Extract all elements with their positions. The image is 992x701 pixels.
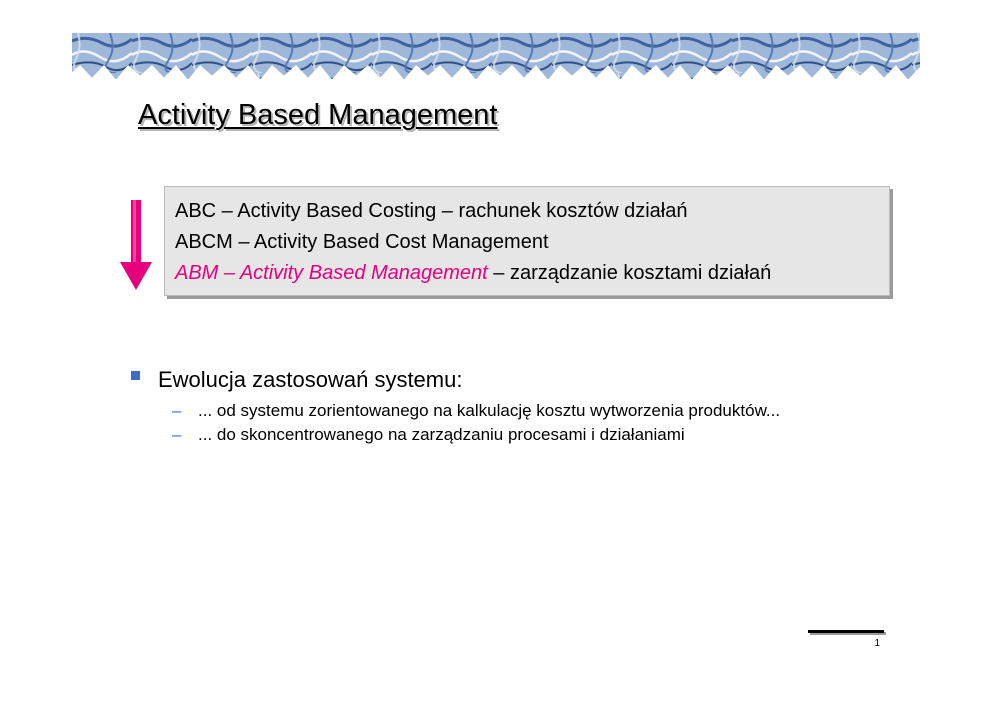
term-abm-highlight: ABM – Activity Based Management [175,262,488,284]
bullet-section [128,366,848,448]
slide-title: Activity Based Management [138,99,498,131]
terms-box [164,186,890,296]
decorative-banner [72,33,920,79]
sub-bullet-text: ... do skoncentrowanego na zarządzaniu procesami i działaniami [198,425,685,444]
term-abc: ABC – Activity Based Costing – rachunek kosztów działań [175,200,688,222]
dash-bullet-icon: – [172,401,182,420]
bullet-item [128,366,848,394]
sub-bullet-item [128,400,848,422]
sub-bullet-item [128,424,848,446]
bullet-text: Ewolucja zastosowań systemu: [158,367,463,392]
down-arrow-icon [120,200,152,292]
sub-bullet-text: ... od systemu zorientowanego na kalkulację kosztu wytworzenia produktów... [198,401,781,420]
term-abm-rest: – zarządzanie kosztami działań [487,262,772,284]
arrow-head [120,262,152,290]
sub-bullet-list [128,400,848,446]
square-bullet-icon [131,371,140,380]
dash-bullet-icon: – [172,425,182,444]
marble-banner-icon [72,33,920,79]
term-abm [175,258,889,289]
term-abcm: ABCM – Activity Based Cost Management [175,231,549,253]
page-number: 1 [874,638,880,649]
footer-rule [808,630,884,633]
